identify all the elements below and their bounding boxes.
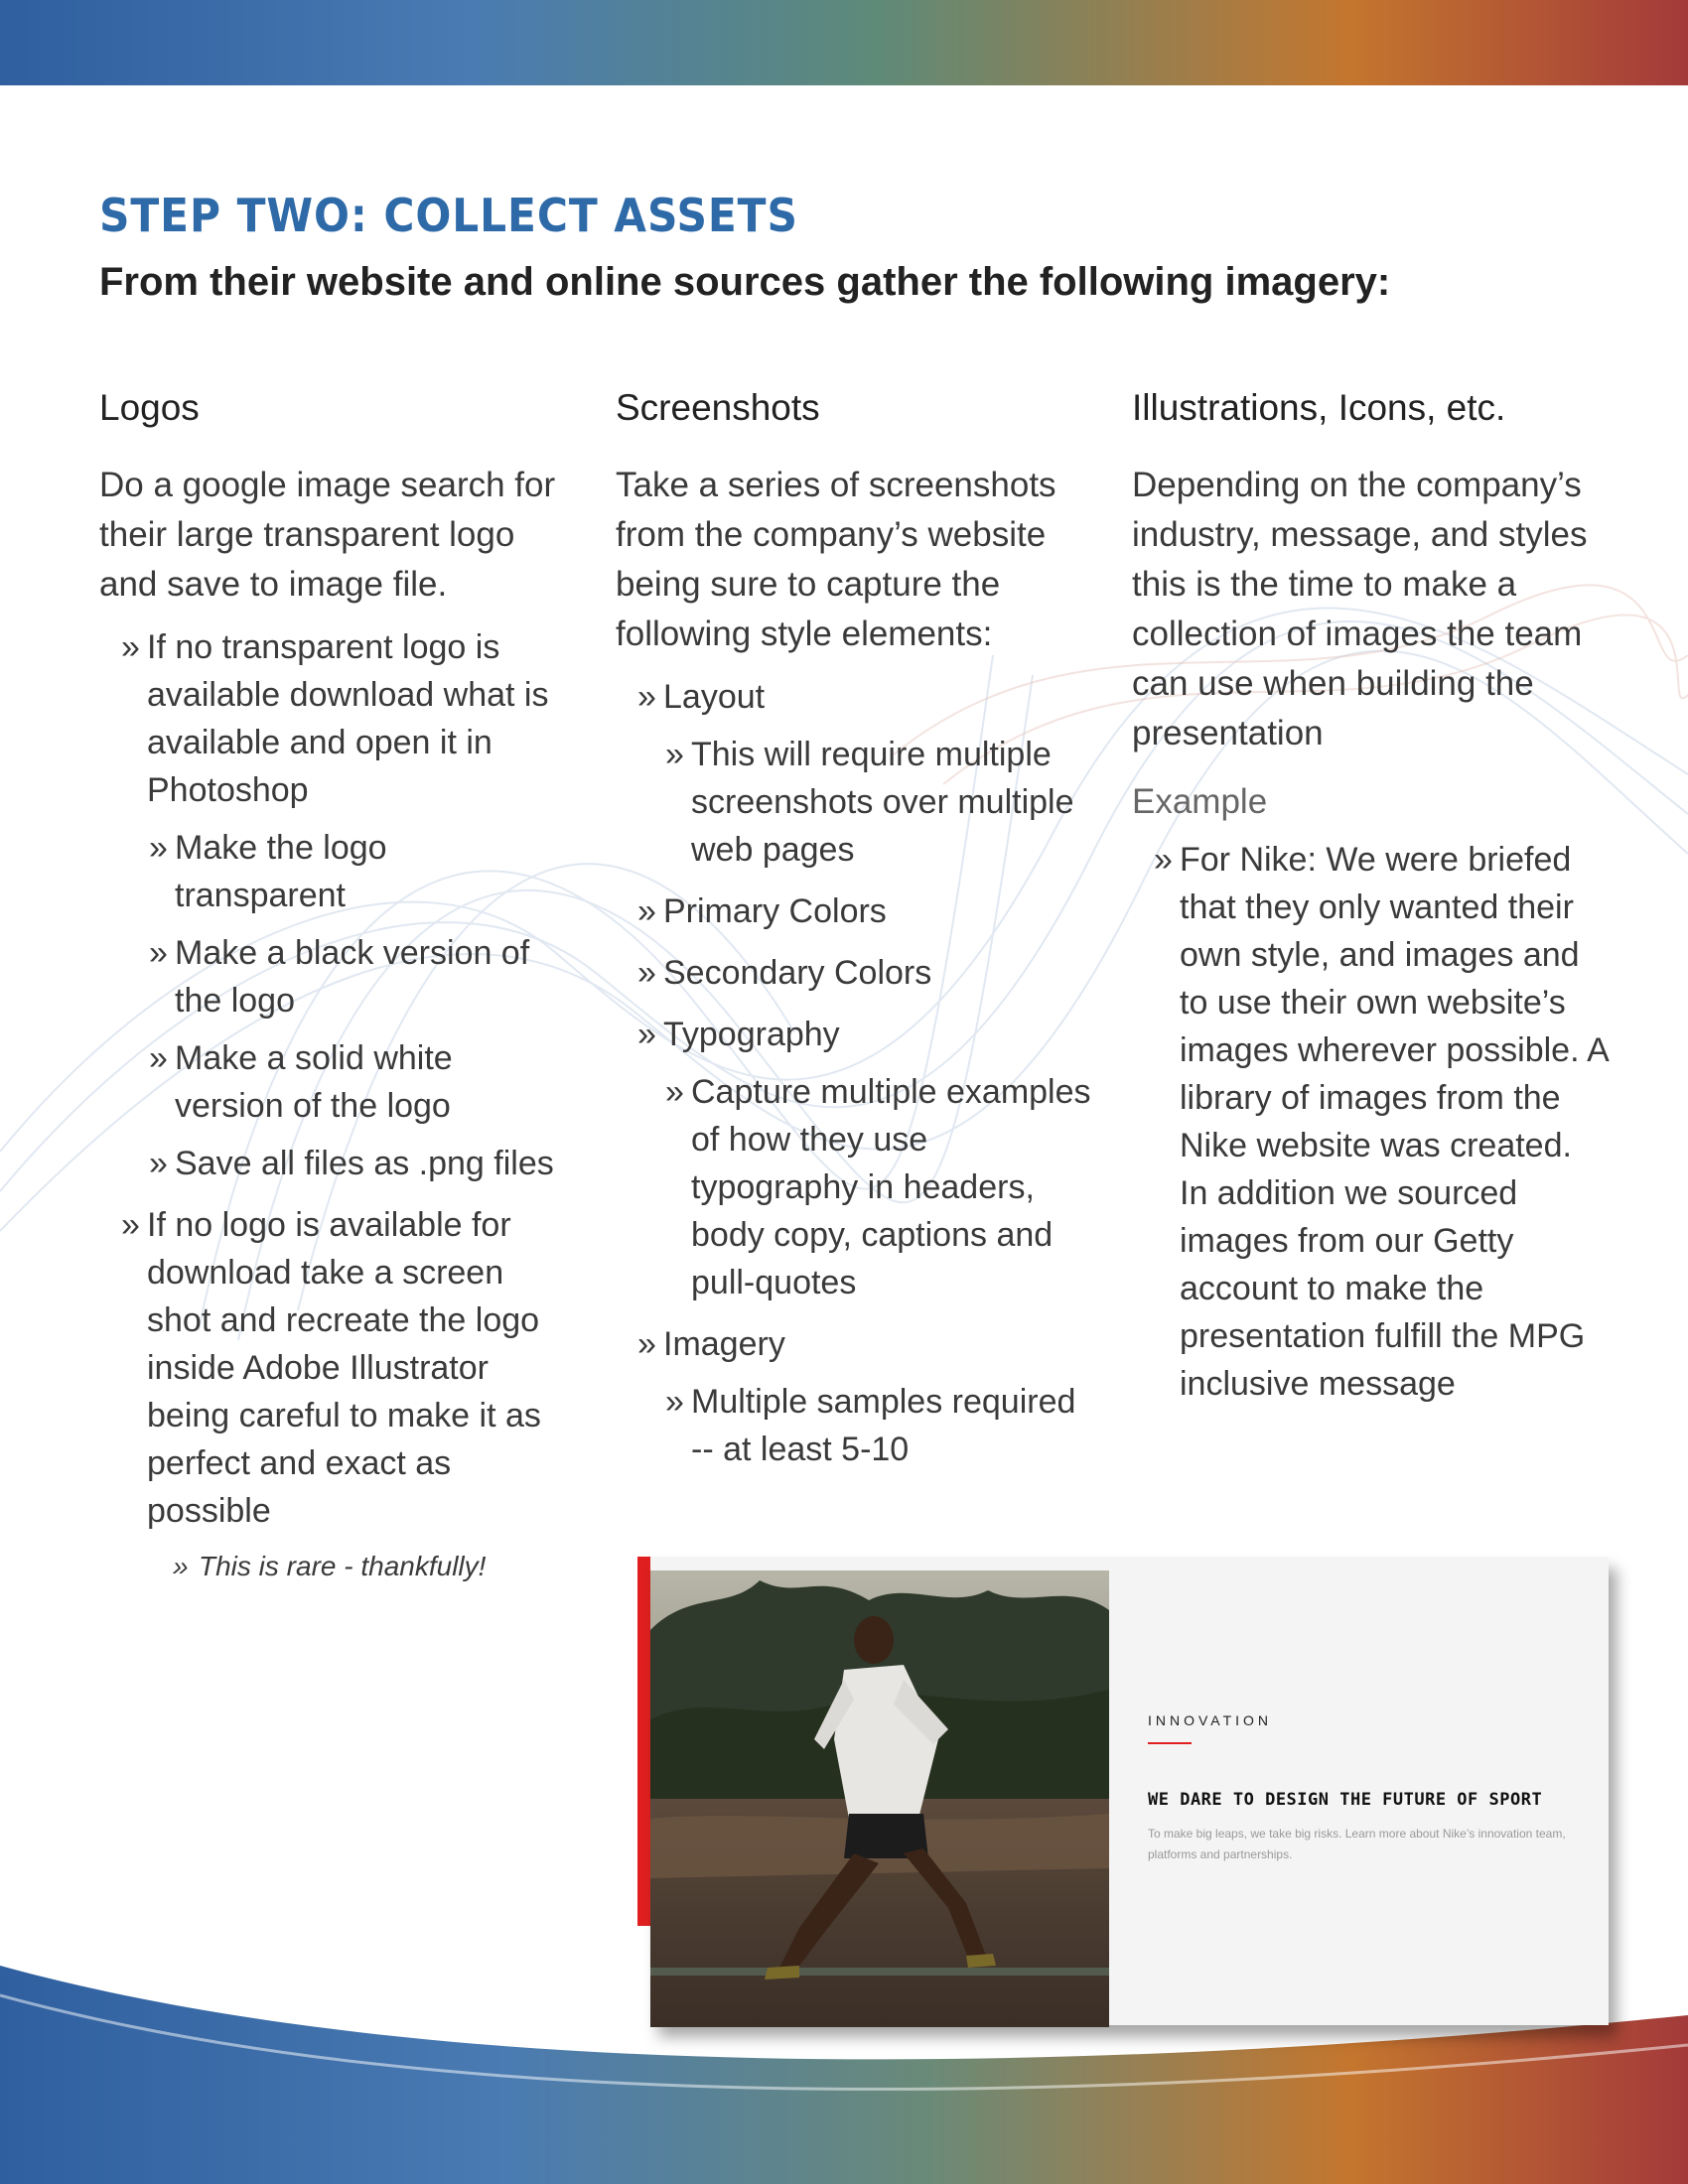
bullet-mark: » [1154,841,1173,879]
bullet-mark: » [149,934,168,972]
screenshots-intro: Take a series of screenshots from the company’s website being sure to capture the following style elements: [616,466,1056,653]
screenshots-heading: Screenshots [616,387,820,428]
list-item: » Multiple samples required -- at least 5-10 [616,1378,1092,1473]
list-item: » For Nike: We were briefed that they only wanted their own style, and images and to use their own website’s images wherever possible. A library of images from the Nike website was created. In addition we sourced images from our Getty account to make the presentation fulfill the MPG inclusive message [1132,836,1609,1408]
bullet-mark: » [637,1016,656,1053]
screenshot-text-block [1148,1712,1585,1865]
example-heading: Example [1132,782,1268,821]
list-item: » Primary Colors [616,887,1092,935]
list-item: » Make a black version of the logo [99,929,566,1024]
bullet-mark: » [149,829,168,867]
screenshot-headline: WE DARE TO DESIGN THE FUTURE OF SPORT [1148,1790,1543,1810]
logos-heading: Logos [99,387,200,428]
list-item: » Secondary Colors [616,949,1092,997]
page-title: STEP TWO: COLLECT ASSETS [99,189,798,242]
page-subtitle: From their website and online sources gather the following imagery: [99,260,1391,304]
logos-column [99,387,566,1586]
bullet-mark: » [665,736,684,773]
bullet-mark: » [637,678,656,716]
runner-photo [650,1570,1109,2027]
bullet-mark: » [637,954,656,992]
logos-intro: Do a google image search for their large transparent logo and save to image file. [99,466,556,604]
list-item: » Make the logo transparent [99,824,566,919]
bullet-mark: » [149,1145,168,1182]
bullet-mark: » [173,1551,189,1581]
bullet-mark: » [149,1039,168,1077]
illustrations-column [1132,387,1609,1408]
red-divider [1148,1742,1192,1744]
illustrations-intro: Depending on the company’s industry, message, and styles this is the time to make a collection of images the team can use when building the presentation [1132,466,1588,752]
list-item: » This is rare - thankfully! [99,1547,566,1586]
bullet-mark: » [637,1325,656,1363]
list-item: » If no logo is available for download take a screen shot and recreate the logo inside Adobe Illustrator being careful to make it as perfect and exact as possible [99,1201,566,1535]
list-item: » Imagery [616,1320,1092,1368]
screenshots-column [616,387,1092,1473]
list-item: » Typography [616,1011,1092,1058]
screenshot-eyebrow: INNOVATION [1148,1712,1273,1728]
bullet-mark: » [665,1073,684,1111]
bullet-mark: » [121,1206,140,1244]
list-item: » This will require multiple screenshots over multiple web pages [616,731,1092,874]
screenshot-description: To make big leaps, we take big risks. Learn more about Nike’s innovation team, platforms and partnerships. [1148,1827,1566,1861]
list-item: » Make a solid white version of the logo [99,1034,566,1130]
header-gradient-bar [0,0,1688,85]
list-item: » Capture multiple examples of how they use typography in headers, body copy, captions and pull-quotes [616,1068,1092,1306]
bullet-mark: » [665,1383,684,1421]
bullet-mark: » [121,628,140,666]
list-item: » If no transparent logo is available download what is available and open it in Photoshop [99,623,566,814]
list-item: » Save all files as .png files [99,1140,566,1187]
list-item: » Layout [616,673,1092,721]
illustrations-heading: Illustrations, Icons, etc. [1132,387,1506,428]
bullet-mark: » [637,892,656,930]
